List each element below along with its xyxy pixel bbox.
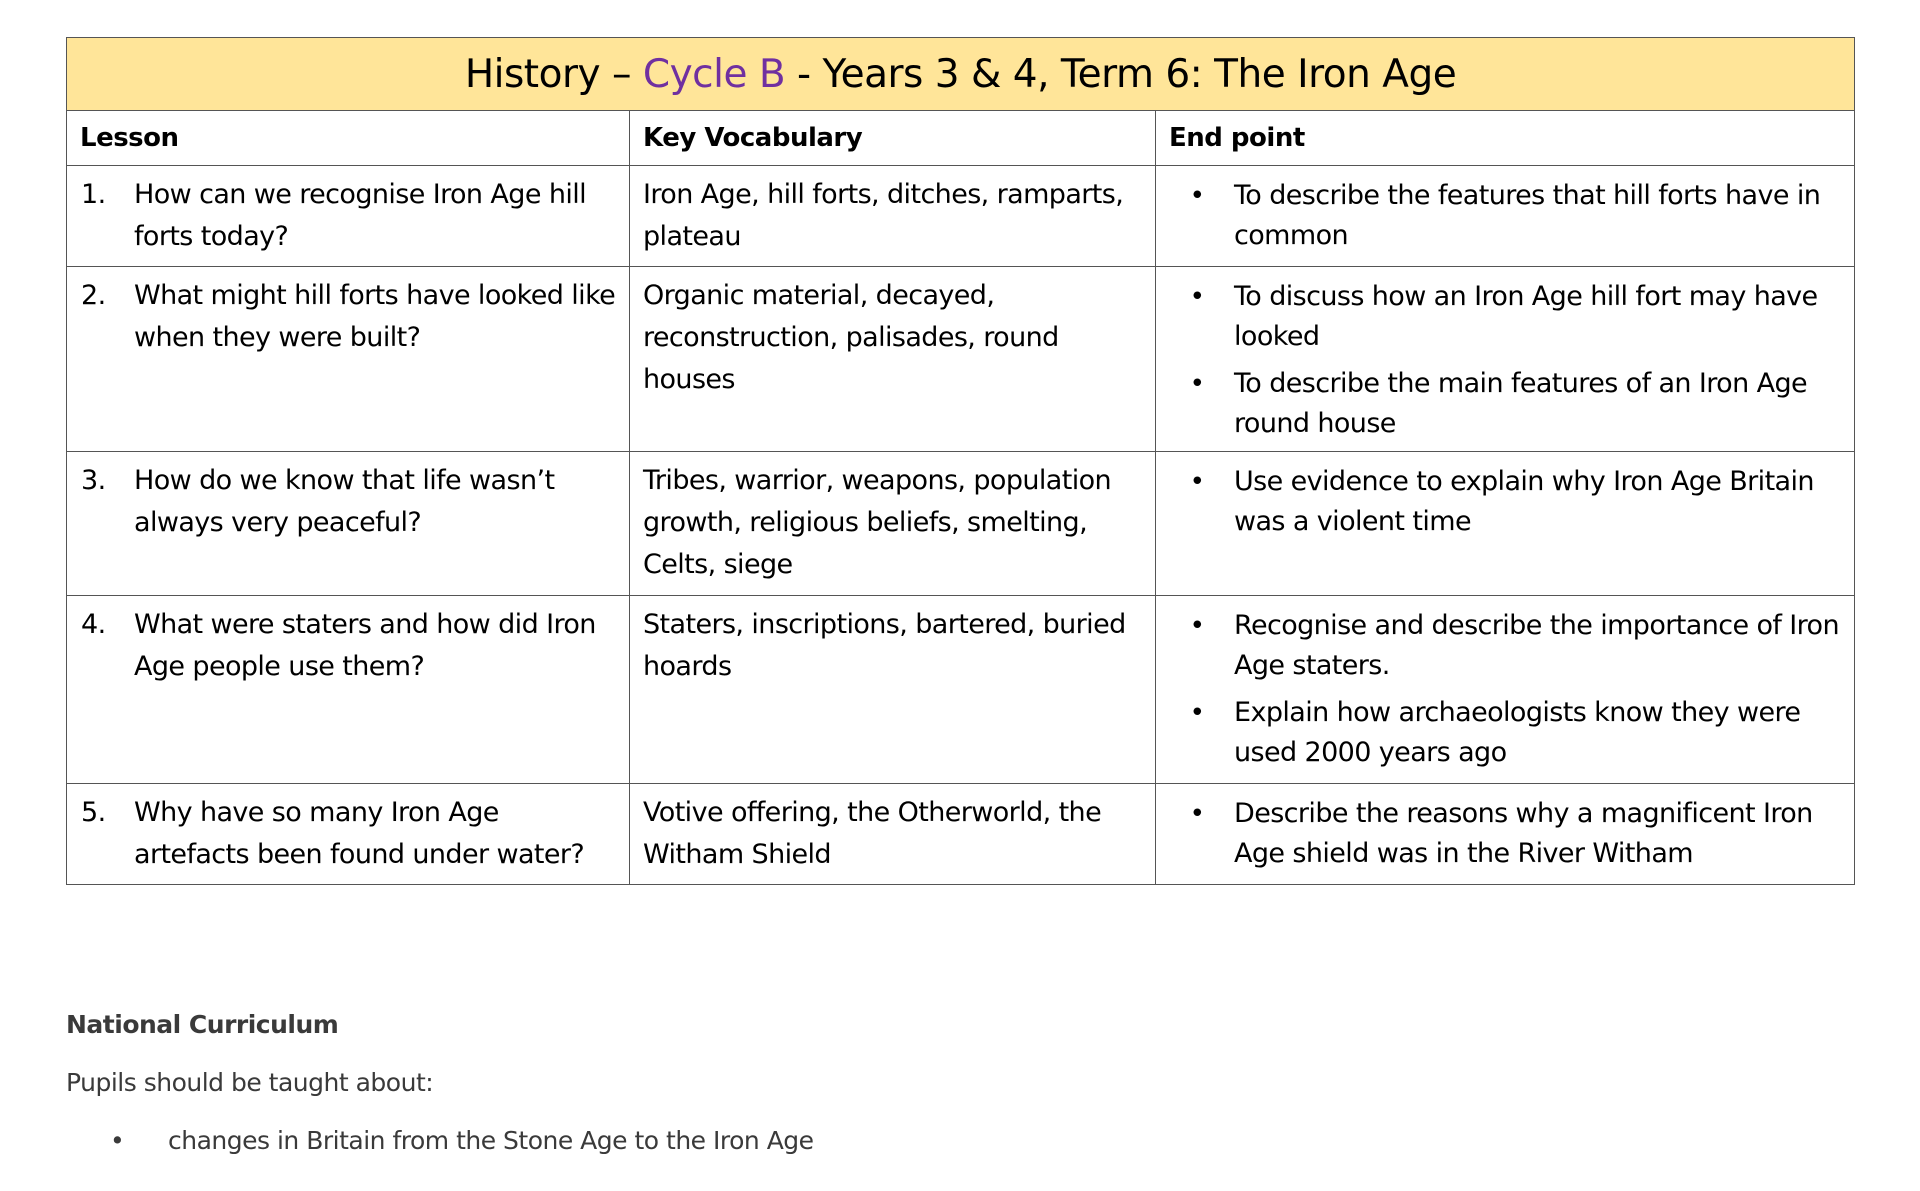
lesson-question: Why have so many Iron Age artefacts been found under water? <box>134 797 585 870</box>
list-item <box>1156 176 1844 256</box>
lesson-question: How do we know that life wasn’t always very peaceful? <box>134 465 555 538</box>
lesson-number: 3. <box>81 465 106 496</box>
page-title <box>67 38 1855 111</box>
lesson-number: 5. <box>81 797 106 828</box>
endpoint-list <box>1156 596 1854 773</box>
bullet-icon <box>1156 606 1234 686</box>
bullet-icon <box>1156 794 1234 874</box>
endpoint-list <box>1156 267 1854 444</box>
bullet-icon <box>1156 176 1234 256</box>
table-row <box>67 784 1855 885</box>
list-item <box>1156 277 1844 357</box>
endpoint-list <box>1156 166 1854 256</box>
lesson-cell <box>67 267 629 359</box>
title-prefix: History – <box>464 51 643 97</box>
vocabulary-cell: Tribes, warrior, weapons, population growth, religious beliefs, smelting, Celts, siege <box>643 465 1112 580</box>
national-curriculum-list <box>100 1126 814 1155</box>
list-item <box>1156 606 1844 686</box>
endpoint-text: To describe the main features of an Iron Age round house <box>1234 368 1808 439</box>
lesson-question: What might hill forts have looked like when they were built? <box>134 280 616 353</box>
endpoint-text: To describe the features that hill forts have in common <box>1234 180 1821 251</box>
column-header-vocabulary: Key Vocabulary <box>630 111 1156 166</box>
bullet-icon <box>1156 277 1234 357</box>
endpoint-text: To discuss how an Iron Age hill fort may have looked <box>1234 281 1818 352</box>
lesson-question: What were staters and how did Iron Age people use them? <box>134 609 596 682</box>
lesson-number: 1. <box>81 179 106 210</box>
column-header-endpoint: End point <box>1156 111 1855 166</box>
list-item <box>1156 364 1844 444</box>
lesson-cell <box>67 596 629 688</box>
bullet-icon <box>1156 364 1234 444</box>
endpoint-text: Explain how archaeologists know they were used 2000 years ago <box>1234 697 1801 768</box>
lesson-plan-table <box>66 37 1855 885</box>
vocabulary-cell: Votive offering, the Otherworld, the Witham Shield <box>643 797 1102 870</box>
curriculum-item-text: changes in Britain from the Stone Age to the Iron Age <box>168 1126 814 1155</box>
national-curriculum-intro: Pupils should be taught about: <box>66 1068 434 1097</box>
bullet-icon <box>1156 693 1234 773</box>
endpoint-list <box>1156 784 1854 874</box>
vocabulary-cell: Organic material, decayed, reconstruction, palisades, round houses <box>643 280 1059 395</box>
lesson-number: 4. <box>81 609 106 640</box>
lesson-question: How can we recognise Iron Age hill forts today? <box>134 179 587 252</box>
bullet-icon <box>1156 462 1234 542</box>
endpoint-text: Describe the reasons why a magnificent Iron Age shield was in the River Witham <box>1234 798 1813 869</box>
table-row <box>67 452 1855 596</box>
list-item <box>1156 794 1844 874</box>
column-header-lesson: Lesson <box>67 111 630 166</box>
endpoint-list <box>1156 452 1854 542</box>
title-suffix: - Years 3 & 4, Term 6: The Iron Age <box>785 51 1457 97</box>
vocabulary-cell: Iron Age, hill forts, ditches, ramparts, plateau <box>643 179 1124 252</box>
list-item <box>1156 462 1844 542</box>
list-item <box>1156 693 1844 773</box>
endpoint-text: Use evidence to explain why Iron Age Britain was a violent time <box>1234 466 1814 537</box>
table-row <box>67 166 1855 267</box>
table-row <box>67 267 1855 452</box>
title-accent-cycle: Cycle B <box>642 51 786 97</box>
lesson-cell <box>67 784 629 876</box>
bullet-icon <box>100 1126 168 1155</box>
table-row <box>67 596 1855 784</box>
lesson-cell <box>67 166 629 258</box>
lesson-cell <box>67 452 629 544</box>
lesson-number: 2. <box>81 280 106 311</box>
national-curriculum-heading: National Curriculum <box>66 1010 339 1039</box>
endpoint-text: Recognise and describe the importance of Iron Age staters. <box>1234 610 1839 681</box>
vocabulary-cell: Staters, inscriptions, bartered, buried hoards <box>643 609 1126 682</box>
list-item <box>100 1126 814 1155</box>
